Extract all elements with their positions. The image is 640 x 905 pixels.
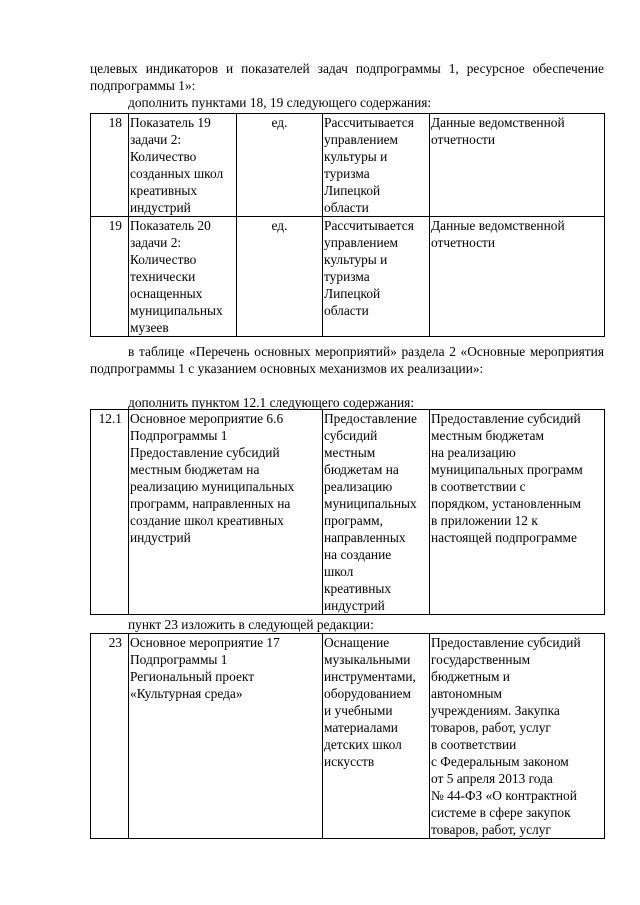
table-row [91, 217, 605, 337]
measure-name: Основное мероприятие 17 Подпрограммы 1 Региональный проект «Культурная среда» [129, 634, 323, 839]
measures-table-12-1 [90, 409, 605, 615]
amend-instruction-3: дополнить пунктом 12.1 следующего содержания: [128, 395, 415, 410]
calculation-method: Рассчитывается управлением культуры и туризма Липецкой области [323, 114, 430, 217]
row-number: 19 [91, 217, 129, 337]
unit-cell: ед. [237, 217, 323, 337]
measures-table-23 [90, 633, 605, 839]
indicator-name: Показатель 20 задачи 2: Количество технически оснащенных муниципальных музеев [129, 217, 237, 337]
table-row [91, 114, 605, 217]
intro-paragraph: целевых индикаторов и показателей задач подпрограммы 1, ресурсное обеспечение подпрограммы 1»: [90, 61, 604, 93]
table-row [91, 410, 605, 615]
amend-instruction-2: в таблице «Перечень основных мероприятий» раздела 2 «Основные мероприятия подпрограммы 1 с указанием основных механизмов их реализации»: [90, 344, 604, 376]
indicators-table [90, 113, 605, 337]
row-number: 12.1 [91, 410, 129, 615]
measure-purpose: Оснащение музыкальными инструментами, оборудованием и учебными материалами детских школ искусств [323, 634, 430, 839]
measure-purpose: Предоставление субсидий местным бюджетам на реализацию муниципальных программ, направленных на создание школ креативных индустрий [323, 410, 430, 615]
implementation-mechanism: Предоставление субсидий государственным бюджетным и автономным учреждениям. Закупка товаров, работ, услуг в соответствии с Федеральным законом от 5 апреля 2013 года № 44-ФЗ «О контрактной системе в сфере закупок товаров, работ, услуг [430, 634, 605, 839]
row-number: 18 [91, 114, 129, 217]
implementation-mechanism: Предоставление субсидий местным бюджетам на реализацию муниципальных программ в соответствии с порядком, установленным в приложении 12 к настоящей подпрограмме [430, 410, 605, 615]
data-source: Данные ведомственной отчетности [430, 114, 605, 217]
amend-instruction-4: пункт 23 изложить в следующей редакции: [128, 617, 374, 632]
amend-instruction-1: дополнить пунктами 18, 19 следующего содержания: [128, 95, 432, 110]
unit-cell: ед. [237, 114, 323, 217]
calculation-method: Рассчитывается управлением культуры и туризма Липецкой области [323, 217, 430, 337]
measure-name: Основное мероприятие 6.6 Подпрограммы 1 Предоставление субсидий местным бюджетам на реализацию муниципальных программ, направленных на создание школ креативных индустрий [129, 410, 323, 615]
row-number: 23 [91, 634, 129, 839]
data-source: Данные ведомственной отчетности [430, 217, 605, 337]
table-row [91, 634, 605, 839]
indicator-name: Показатель 19 задачи 2: Количество созданных школ креативных индустрий [129, 114, 237, 217]
